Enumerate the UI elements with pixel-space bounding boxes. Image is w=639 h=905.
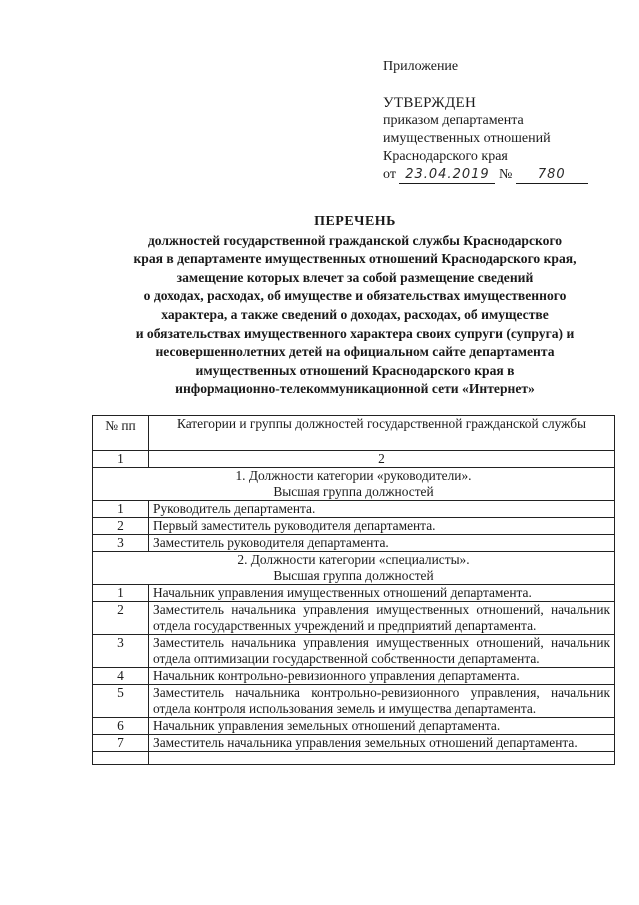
row-title: Начальник контрольно-ревизионного управления департамента. <box>149 668 615 685</box>
table-row <box>93 602 615 635</box>
row-number: 5 <box>93 685 149 718</box>
attachment-label: Приложение <box>383 59 459 74</box>
table-row <box>93 718 615 735</box>
table-row <box>93 501 615 518</box>
title-line: края в департаменте имущественных отношений Краснодарского края, <box>133 251 577 267</box>
column-number-row <box>93 451 615 468</box>
row-number: 6 <box>93 718 149 735</box>
row-number: 2 <box>93 518 149 535</box>
section-header-cell <box>93 468 615 501</box>
row-number: 1 <box>93 585 149 602</box>
header-num-cell: № пп <box>93 416 149 451</box>
title-line: несовершеннолетних детей на официальном сайте департамента <box>155 344 555 360</box>
order-line-3: Краснодарского края <box>383 149 508 164</box>
date-prefix: от <box>383 167 396 182</box>
table-row-cut <box>93 752 615 765</box>
approved-label: УТВЕРЖДЕН <box>383 95 477 111</box>
title-line: характера, а также сведений о доходах, расходах, об имуществе <box>161 306 549 322</box>
row-number: 1 <box>93 501 149 518</box>
section-category: 2. Должности категории «специалисты». <box>237 552 470 567</box>
title-line: должностей государственной гражданской службы Краснодарского <box>147 232 563 248</box>
section-header-row <box>93 552 615 585</box>
section-category: 1. Должности категории «руководители». <box>235 468 472 483</box>
column-number-1: 1 <box>93 451 149 468</box>
order-date-line <box>383 166 633 184</box>
section-header-row <box>93 468 615 501</box>
row-title: Заместитель начальника управления имущественных отношений, начальник отдела государственных учреждений и предприятий департамента. <box>149 602 615 635</box>
row-title: Заместитель начальника управления земельных отношений департамента. <box>149 735 615 752</box>
number-prefix: № <box>498 167 513 182</box>
title-heading: ПЕРЕЧЕНЬ <box>314 214 396 229</box>
table-header-row <box>93 416 615 451</box>
header-title-cell: Категории и группы должностей государственной гражданской службы <box>149 416 615 451</box>
table-row <box>93 635 615 668</box>
column-number-2: 2 <box>149 451 615 468</box>
title-line: информационно-телекоммуникационной сети «Интернет» <box>175 381 535 397</box>
section-group: Высшая группа должностей <box>273 484 434 499</box>
row-title: Заместитель начальника контрольно-ревизионного управления, начальник отдела контроля использования земель и имущества департамента. <box>149 685 615 718</box>
row-number: 3 <box>93 635 149 668</box>
row-number: 7 <box>93 735 149 752</box>
row-title: Заместитель начальника управления имущественных отношений, начальник отдела оптимизации государственной собственности департамента. <box>149 635 615 668</box>
title-line: имущественных отношений Краснодарского края в <box>195 362 515 378</box>
approval-block <box>383 58 633 184</box>
title-line: о доходах, расходах, об имуществе и обязательствах имущественного <box>143 288 567 304</box>
section-group: Высшая группа должностей <box>273 568 434 583</box>
row-title: Начальник управления имущественных отношений департамента. <box>149 585 615 602</box>
title-line: замещение которых влечет за собой размещение сведений <box>176 269 534 285</box>
row-title: Руководитель департамента. <box>149 501 615 518</box>
row-number-empty <box>93 752 149 765</box>
table-row <box>93 685 615 718</box>
row-title: Заместитель руководителя департамента. <box>149 535 615 552</box>
row-title: Первый заместитель руководителя департамента. <box>149 518 615 535</box>
order-date-handwritten: 23.04.2019 <box>399 167 495 184</box>
table-row <box>93 518 615 535</box>
row-title-empty <box>149 752 615 765</box>
row-title: Начальник управления земельных отношений департамента. <box>149 718 615 735</box>
order-line-1: приказом департамента <box>383 113 524 128</box>
table-row <box>93 668 615 685</box>
table-row <box>93 535 615 552</box>
table-row <box>93 585 615 602</box>
table-row <box>93 735 615 752</box>
row-number: 4 <box>93 668 149 685</box>
section-header-cell <box>93 552 615 585</box>
order-line-2: имущественных отношений <box>383 131 551 146</box>
title-line: и обязательствах имущественного характера своих супруги (супруга) и <box>135 325 575 341</box>
order-number-handwritten: 780 <box>516 167 588 184</box>
document-title <box>90 213 620 399</box>
positions-table <box>92 415 615 765</box>
row-number: 2 <box>93 602 149 635</box>
row-number: 3 <box>93 535 149 552</box>
